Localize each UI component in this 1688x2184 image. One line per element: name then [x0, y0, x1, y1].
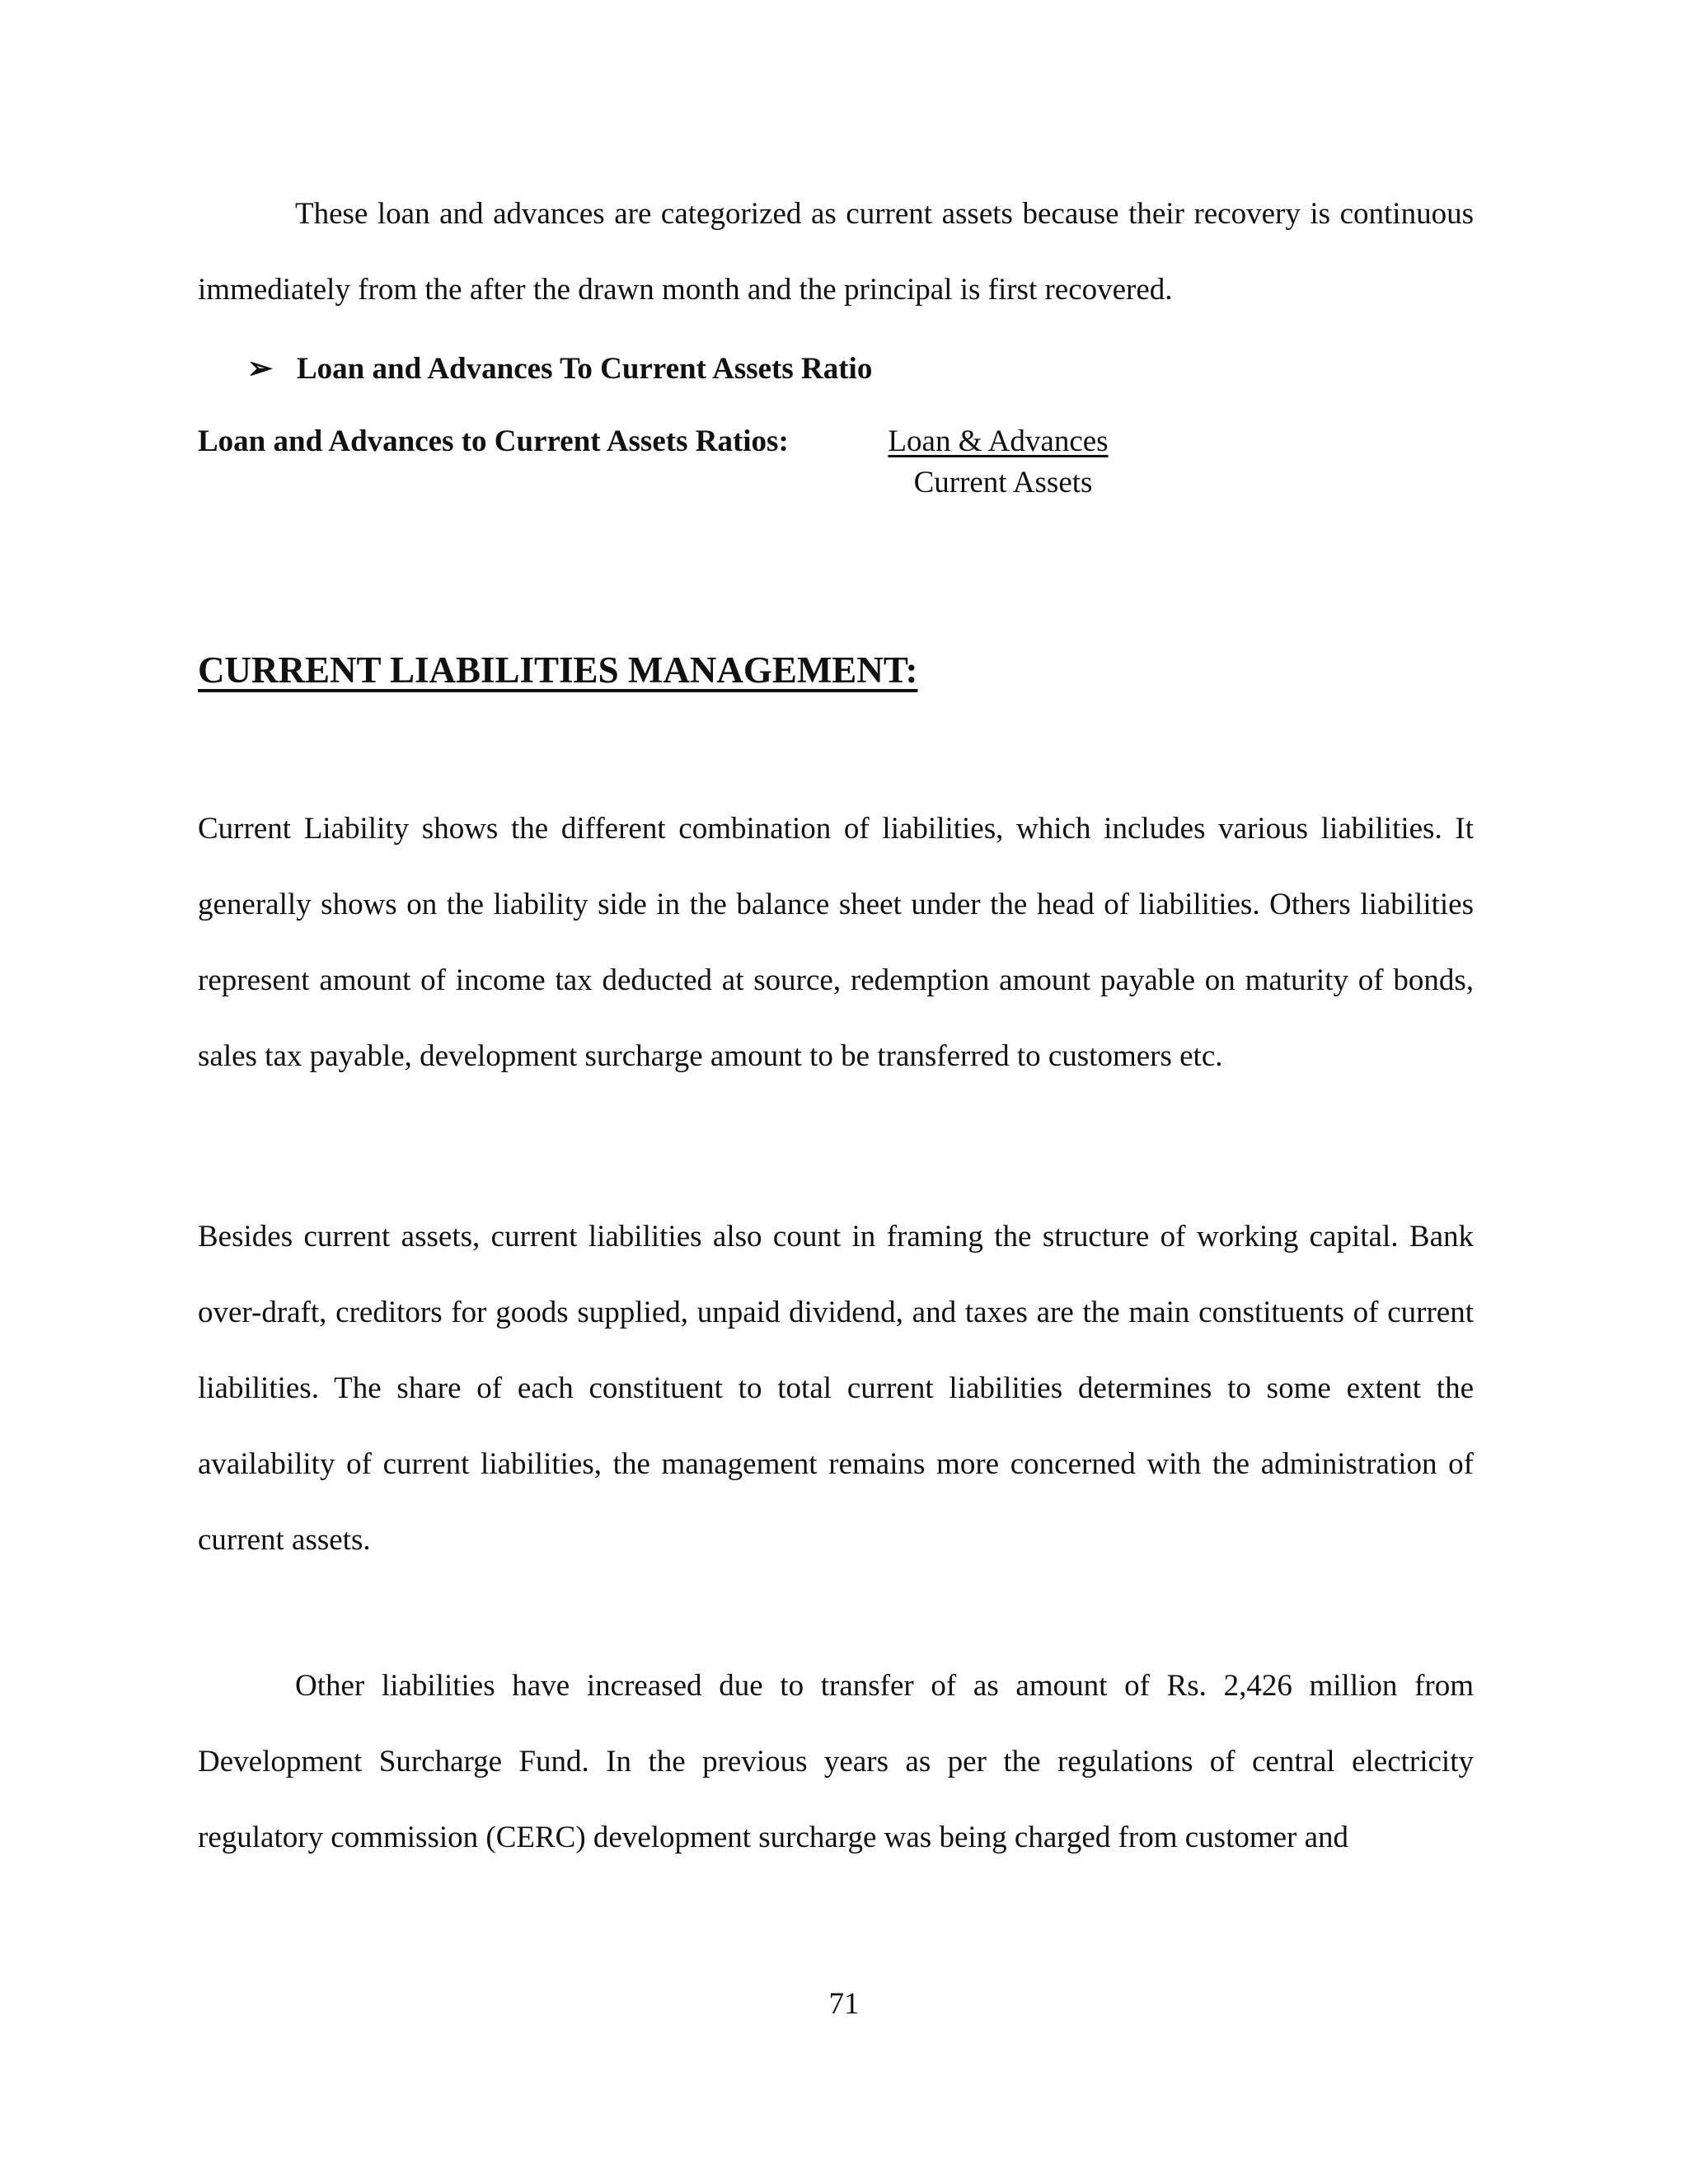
working-capital-paragraph: Besides current assets, current liabilities also count in framing the structure of working capital. Bank over-draft, creditors for goods supplied, unpaid dividend, and taxes are the main constituents of current liabilities. The share of each constituent to total current liabilities determines to some extent the availability of current liabilities, the management remains more concerned with the administration of current assets. [198, 1220, 1474, 1557]
arrow-bullet-icon: ➢ [247, 352, 274, 386]
other-liabilities-paragraph: Other liabilities have increased due to transfer of as amount of Rs. 2,426 million from Development Surcharge Fund. In the previous years as per the regulations of central electricity regulatory commission (CERC) development surcharge was being charged from customer and [198, 1669, 1474, 1854]
bullet-text: Loan and Advances To Current Assets Ratio [297, 352, 873, 386]
section-heading: CURRENT LIABILITIES MANAGEMENT: [198, 649, 918, 691]
ratio-formula [198, 419, 1474, 509]
current-liability-paragraph: Current Liability shows the different combination of liabilities, which includes various liabilities. It generally shows on the liability side in the balance sheet under the head of liabilities. Others liabilities represent amount of income tax deducted at source, redemption amount payable on maturity of bonds, sales tax payable, development surcharge amount to be transferred to customers etc. [198, 812, 1474, 1073]
page-number: 71 [828, 1987, 860, 2021]
intro-paragraph: These loan and advances are categorized as current assets because their recovery is continuous immediately from the after the drawn month and the principal is first recovered. [198, 197, 1474, 307]
ratio-numerator: Loan & Advances [888, 424, 1109, 458]
ratio-fraction [879, 419, 1118, 501]
ratio-label: Loan and Advances to Current Assets Ratios: [198, 424, 789, 458]
ratio-denominator: Current Assets [913, 466, 1093, 499]
ratio-bullet-item [247, 344, 872, 394]
